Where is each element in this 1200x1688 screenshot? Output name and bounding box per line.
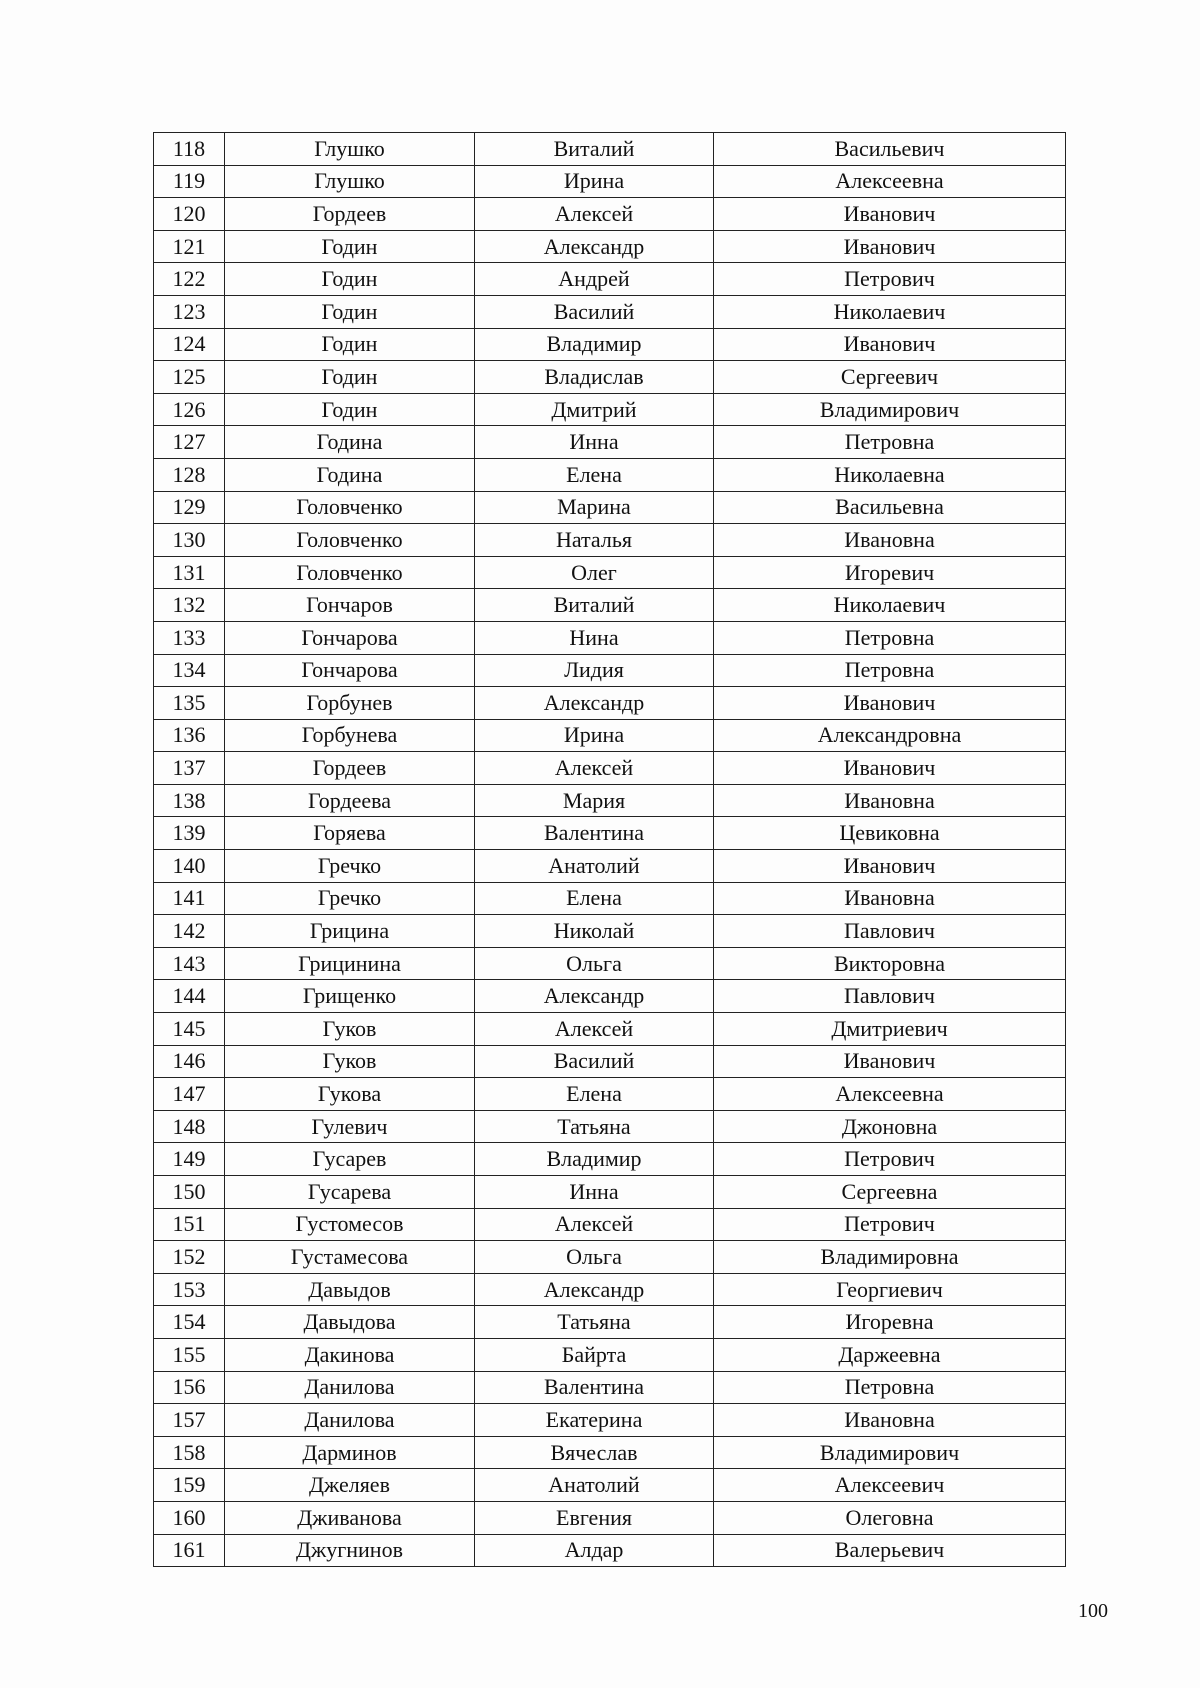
first-name-cell: Алексей (475, 1013, 714, 1046)
patronymic-cell: Ивановна (714, 882, 1066, 915)
row-number-cell: 158 (154, 1436, 225, 1469)
last-name-cell: Давыдов (225, 1273, 475, 1306)
patronymic-cell: Дмитриевич (714, 1013, 1066, 1046)
table-row (154, 1404, 1066, 1437)
table-row (154, 1176, 1066, 1209)
table-row (154, 1534, 1066, 1567)
last-name-cell: Густамесова (225, 1241, 475, 1274)
last-name-cell: Годин (225, 230, 475, 263)
last-name-cell: Грищенко (225, 980, 475, 1013)
patronymic-cell: Павлович (714, 915, 1066, 948)
row-number-cell: 141 (154, 882, 225, 915)
patronymic-cell: Сергеевна (714, 1176, 1066, 1209)
last-name-cell: Дживанова (225, 1501, 475, 1534)
patronymic-cell: Васильевна (714, 491, 1066, 524)
table-row (154, 947, 1066, 980)
first-name-cell: Алексей (475, 752, 714, 785)
patronymic-cell: Петровна (714, 1371, 1066, 1404)
first-name-cell: Николай (475, 915, 714, 948)
first-name-cell: Вячеслав (475, 1436, 714, 1469)
table-row (154, 556, 1066, 589)
row-number-cell: 122 (154, 263, 225, 296)
table-row (154, 328, 1066, 361)
first-name-cell: Екатерина (475, 1404, 714, 1437)
last-name-cell: Гончарова (225, 654, 475, 687)
last-name-cell: Гордеева (225, 784, 475, 817)
last-name-cell: Данилова (225, 1371, 475, 1404)
table-row (154, 230, 1066, 263)
last-name-cell: Головченко (225, 524, 475, 557)
last-name-cell: Данилова (225, 1404, 475, 1437)
row-number-cell: 157 (154, 1404, 225, 1437)
patronymic-cell: Петрович (714, 1208, 1066, 1241)
first-name-cell: Елена (475, 882, 714, 915)
last-name-cell: Годин (225, 361, 475, 394)
first-name-cell: Валентина (475, 1371, 714, 1404)
last-name-cell: Горбунев (225, 687, 475, 720)
patronymic-cell: Игоревич (714, 556, 1066, 589)
table-row (154, 850, 1066, 883)
last-name-cell: Гусарев (225, 1143, 475, 1176)
patronymic-cell: Николаевна (714, 458, 1066, 491)
table-row (154, 915, 1066, 948)
row-number-cell: 140 (154, 850, 225, 883)
row-number-cell: 156 (154, 1371, 225, 1404)
table-row (154, 1338, 1066, 1371)
first-name-cell: Дмитрий (475, 393, 714, 426)
patronymic-cell: Петровна (714, 654, 1066, 687)
row-number-cell: 125 (154, 361, 225, 394)
first-name-cell: Василий (475, 295, 714, 328)
patronymic-cell: Ивановна (714, 524, 1066, 557)
patronymic-cell: Иванович (714, 198, 1066, 231)
table-row (154, 1078, 1066, 1111)
row-number-cell: 152 (154, 1241, 225, 1274)
patronymic-cell: Викторовна (714, 947, 1066, 980)
last-name-cell: Давыдова (225, 1306, 475, 1339)
first-name-cell: Байрта (475, 1338, 714, 1371)
last-name-cell: Дакинова (225, 1338, 475, 1371)
row-number-cell: 137 (154, 752, 225, 785)
patronymic-cell: Даржеевна (714, 1338, 1066, 1371)
patronymic-cell: Петрович (714, 1143, 1066, 1176)
first-name-cell: Марина (475, 491, 714, 524)
table-row (154, 817, 1066, 850)
last-name-cell: Горяева (225, 817, 475, 850)
row-number-cell: 120 (154, 198, 225, 231)
table-row (154, 263, 1066, 296)
table-row (154, 165, 1066, 198)
first-name-cell: Александр (475, 230, 714, 263)
table-row (154, 458, 1066, 491)
table-row (154, 491, 1066, 524)
last-name-cell: Глушко (225, 133, 475, 166)
first-name-cell: Ольга (475, 1241, 714, 1274)
first-name-cell: Александр (475, 687, 714, 720)
table-row (154, 1436, 1066, 1469)
row-number-cell: 143 (154, 947, 225, 980)
first-name-cell: Алексей (475, 198, 714, 231)
table-row (154, 1110, 1066, 1143)
table-row (154, 524, 1066, 557)
patronymic-cell: Владимировна (714, 1241, 1066, 1274)
first-name-cell: Ирина (475, 719, 714, 752)
patronymic-cell: Павлович (714, 980, 1066, 1013)
first-name-cell: Анатолий (475, 850, 714, 883)
last-name-cell: Джеляев (225, 1469, 475, 1502)
patronymic-cell: Ивановна (714, 1404, 1066, 1437)
last-name-cell: Годин (225, 328, 475, 361)
last-name-cell: Гулевич (225, 1110, 475, 1143)
row-number-cell: 146 (154, 1045, 225, 1078)
last-name-cell: Гречко (225, 850, 475, 883)
first-name-cell: Владимир (475, 1143, 714, 1176)
first-name-cell: Виталий (475, 589, 714, 622)
patronymic-cell: Алексеевна (714, 1078, 1066, 1111)
table-row (154, 1501, 1066, 1534)
row-number-cell: 128 (154, 458, 225, 491)
roster-table-body (154, 133, 1066, 1567)
row-number-cell: 160 (154, 1501, 225, 1534)
patronymic-cell: Владимирович (714, 1436, 1066, 1469)
first-name-cell: Татьяна (475, 1110, 714, 1143)
row-number-cell: 147 (154, 1078, 225, 1111)
patronymic-cell: Валерьевич (714, 1534, 1066, 1567)
first-name-cell: Валентина (475, 817, 714, 850)
table-row (154, 719, 1066, 752)
table-row (154, 1045, 1066, 1078)
patronymic-cell: Николаевич (714, 295, 1066, 328)
row-number-cell: 139 (154, 817, 225, 850)
table-row (154, 133, 1066, 166)
first-name-cell: Олег (475, 556, 714, 589)
row-number-cell: 118 (154, 133, 225, 166)
first-name-cell: Александр (475, 1273, 714, 1306)
patronymic-cell: Иванович (714, 230, 1066, 263)
patronymic-cell: Петровна (714, 621, 1066, 654)
table-row (154, 1469, 1066, 1502)
row-number-cell: 127 (154, 426, 225, 459)
table-row (154, 426, 1066, 459)
table-row (154, 1371, 1066, 1404)
first-name-cell: Ольга (475, 947, 714, 980)
first-name-cell: Ирина (475, 165, 714, 198)
last-name-cell: Година (225, 426, 475, 459)
row-number-cell: 155 (154, 1338, 225, 1371)
row-number-cell: 142 (154, 915, 225, 948)
table-row (154, 882, 1066, 915)
last-name-cell: Гусарева (225, 1176, 475, 1209)
row-number-cell: 131 (154, 556, 225, 589)
patronymic-cell: Иванович (714, 850, 1066, 883)
table-row (154, 1143, 1066, 1176)
patronymic-cell: Иванович (714, 328, 1066, 361)
row-number-cell: 124 (154, 328, 225, 361)
row-number-cell: 153 (154, 1273, 225, 1306)
patronymic-cell: Иванович (714, 1045, 1066, 1078)
first-name-cell: Андрей (475, 263, 714, 296)
page-number: 100 (1078, 1600, 1108, 1622)
first-name-cell: Наталья (475, 524, 714, 557)
last-name-cell: Гуков (225, 1013, 475, 1046)
row-number-cell: 119 (154, 165, 225, 198)
last-name-cell: Годин (225, 295, 475, 328)
last-name-cell: Гордеев (225, 752, 475, 785)
table-row (154, 1013, 1066, 1046)
patronymic-cell: Алексеевна (714, 165, 1066, 198)
first-name-cell: Алексей (475, 1208, 714, 1241)
patronymic-cell: Васильевич (714, 133, 1066, 166)
last-name-cell: Густомесов (225, 1208, 475, 1241)
table-row (154, 198, 1066, 231)
first-name-cell: Татьяна (475, 1306, 714, 1339)
first-name-cell: Нина (475, 621, 714, 654)
first-name-cell: Виталий (475, 133, 714, 166)
patronymic-cell: Иванович (714, 752, 1066, 785)
first-name-cell: Инна (475, 1176, 714, 1209)
table-row (154, 752, 1066, 785)
row-number-cell: 121 (154, 230, 225, 263)
last-name-cell: Гончарова (225, 621, 475, 654)
patronymic-cell: Сергеевич (714, 361, 1066, 394)
first-name-cell: Александр (475, 980, 714, 1013)
roster-table (153, 132, 1066, 1567)
patronymic-cell: Георгиевич (714, 1273, 1066, 1306)
patronymic-cell: Джоновна (714, 1110, 1066, 1143)
last-name-cell: Годин (225, 393, 475, 426)
row-number-cell: 161 (154, 1534, 225, 1567)
row-number-cell: 145 (154, 1013, 225, 1046)
row-number-cell: 129 (154, 491, 225, 524)
row-number-cell: 123 (154, 295, 225, 328)
first-name-cell: Мария (475, 784, 714, 817)
last-name-cell: Горбунева (225, 719, 475, 752)
last-name-cell: Гончаров (225, 589, 475, 622)
first-name-cell: Владимир (475, 328, 714, 361)
last-name-cell: Гукова (225, 1078, 475, 1111)
table-row (154, 361, 1066, 394)
patronymic-cell: Петрович (714, 263, 1066, 296)
table-row (154, 654, 1066, 687)
row-number-cell: 136 (154, 719, 225, 752)
last-name-cell: Дарминов (225, 1436, 475, 1469)
row-number-cell: 149 (154, 1143, 225, 1176)
row-number-cell: 159 (154, 1469, 225, 1502)
last-name-cell: Гордеев (225, 198, 475, 231)
row-number-cell: 132 (154, 589, 225, 622)
table-row (154, 393, 1066, 426)
last-name-cell: Гречко (225, 882, 475, 915)
table-row (154, 1241, 1066, 1274)
patronymic-cell: Игоревна (714, 1306, 1066, 1339)
patronymic-cell: Владимирович (714, 393, 1066, 426)
first-name-cell: Алдар (475, 1534, 714, 1567)
row-number-cell: 138 (154, 784, 225, 817)
last-name-cell: Головченко (225, 491, 475, 524)
table-row (154, 784, 1066, 817)
patronymic-cell: Цевиковна (714, 817, 1066, 850)
row-number-cell: 150 (154, 1176, 225, 1209)
last-name-cell: Джугнинов (225, 1534, 475, 1567)
patronymic-cell: Николаевич (714, 589, 1066, 622)
table-row (154, 621, 1066, 654)
first-name-cell: Василий (475, 1045, 714, 1078)
last-name-cell: Година (225, 458, 475, 491)
table-row (154, 980, 1066, 1013)
first-name-cell: Евгения (475, 1501, 714, 1534)
row-number-cell: 144 (154, 980, 225, 1013)
first-name-cell: Анатолий (475, 1469, 714, 1502)
row-number-cell: 151 (154, 1208, 225, 1241)
patronymic-cell: Александровна (714, 719, 1066, 752)
row-number-cell: 133 (154, 621, 225, 654)
row-number-cell: 134 (154, 654, 225, 687)
row-number-cell: 148 (154, 1110, 225, 1143)
table-row (154, 1208, 1066, 1241)
last-name-cell: Гуков (225, 1045, 475, 1078)
last-name-cell: Годин (225, 263, 475, 296)
table-row (154, 295, 1066, 328)
table-row (154, 1306, 1066, 1339)
last-name-cell: Грицина (225, 915, 475, 948)
row-number-cell: 126 (154, 393, 225, 426)
table-row (154, 589, 1066, 622)
patronymic-cell: Олеговна (714, 1501, 1066, 1534)
row-number-cell: 135 (154, 687, 225, 720)
first-name-cell: Инна (475, 426, 714, 459)
row-number-cell: 154 (154, 1306, 225, 1339)
patronymic-cell: Иванович (714, 687, 1066, 720)
first-name-cell: Лидия (475, 654, 714, 687)
last-name-cell: Глушко (225, 165, 475, 198)
table-row (154, 1273, 1066, 1306)
table-row (154, 687, 1066, 720)
patronymic-cell: Алексеевич (714, 1469, 1066, 1502)
patronymic-cell: Ивановна (714, 784, 1066, 817)
row-number-cell: 130 (154, 524, 225, 557)
first-name-cell: Владислав (475, 361, 714, 394)
patronymic-cell: Петровна (714, 426, 1066, 459)
first-name-cell: Елена (475, 458, 714, 491)
last-name-cell: Грицинина (225, 947, 475, 980)
first-name-cell: Елена (475, 1078, 714, 1111)
last-name-cell: Головченко (225, 556, 475, 589)
